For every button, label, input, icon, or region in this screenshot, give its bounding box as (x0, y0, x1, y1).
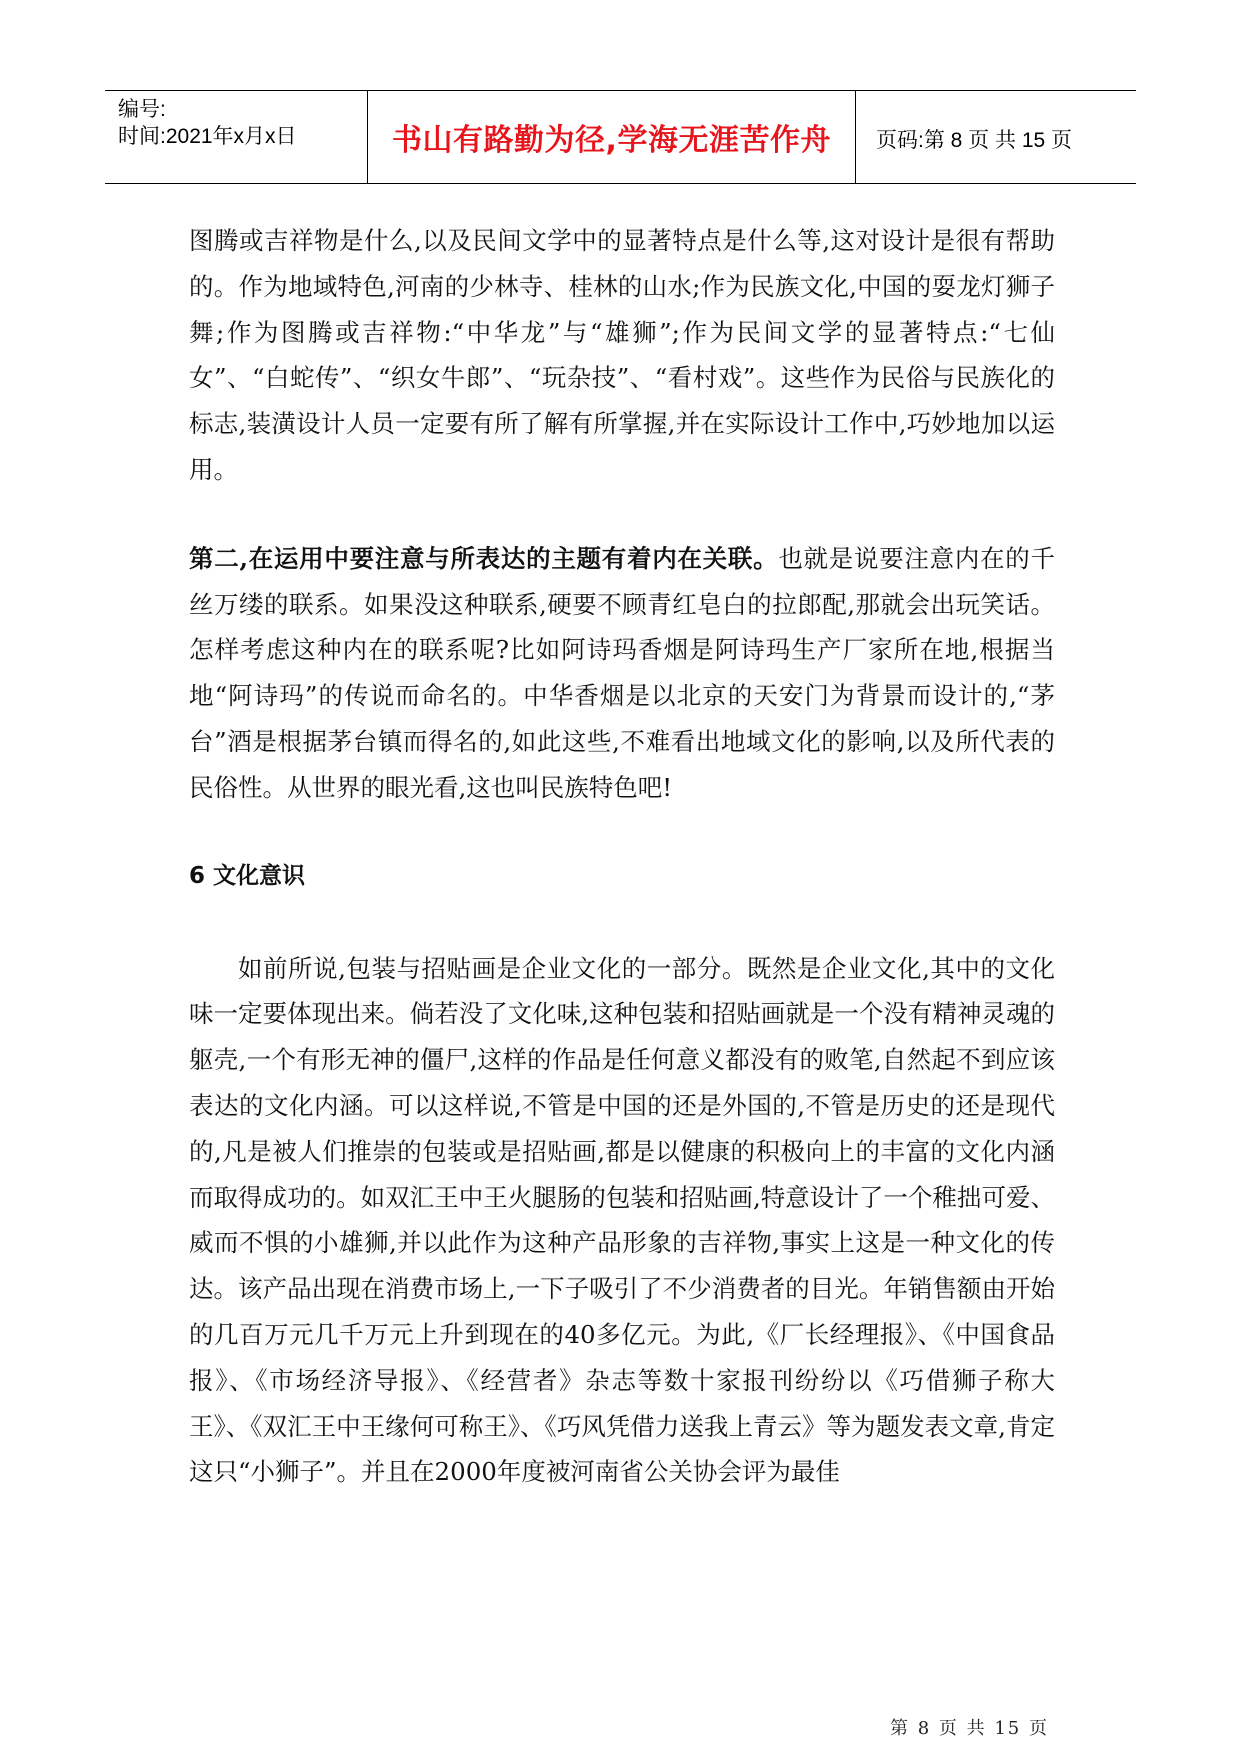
header-motto-cell (367, 91, 856, 183)
document-number-label: 编号: (118, 98, 166, 121)
paragraph-3: 如前所说,包装与招贴画是企业文化的一部分。既然是企业文化,其中的文化味一定要体现出来。倘若没了文化味,这种包装和招贴画就是一个没有精神灵魂的躯壳,一个有形无神的僵尸,这样的作品是任何意义都没有的败笔,自然起不到应该表达的文化内涵。可以这样说,不管是中国的还是外国的,不管是历史的还是现代的,凡是被人们推崇的包装或是招贴画,都是以健康的积极向上的丰富的文化内涵而取得成功的。如双汇王中王火腿肠的包装和招贴画,特意设计了一个稚拙可爱、威而不惧的小雄狮,并以此作为这种产品形象的吉祥物,事实上这是一种文化的传达。该产品出现在消费市场上,一下子吸引了不少消费者的目光。年销售额由开始的几百万元几千万元上升到现在的40多亿元。为此,《厂长经理报》、《中国食品报》、《市场经济导报》、《经营者》杂志等数十家报刊纷纷以《巧借狮子称大王》、《双汇王中王缘何可称王》、《巧风凭借力送我上青云》等为题发表文章,肯定这只“小狮子”。并且在2000年度被河南省公关协会评为最佳 (189, 953, 1055, 1487)
paragraph-2-text: 也就是说要注意内在的千丝万缕的联系。如果没这种联系,硬要不顾青红皂白的拉郎配,那就会出玩笑话。怎样考虑这种内在的联系呢?比如阿诗玛香烟是阿诗玛生产厂家所在地,根据当地“阿诗玛”的传说而命名的。中华香烟是以北京的天安门为背景而设计的,“茅台”酒是根据茅台镇而得名的,如此这些,不难看出地域文化的影响,以及所代表的民俗性。从世界的眼光看,这也叫民族特色吧! (189, 543, 1056, 802)
document-time-label: 时间:2021年x月x日 (118, 125, 297, 148)
paragraph-1: 图腾或吉祥物是什么,以及民间文学中的显著特点是什么等,这对设计是很有帮助的。作为地域特色,河南的少林寺、桂林的山水;作为民族文化,中国的耍龙灯狮子舞;作为图腾或吉祥物:“中华龙”与“雄狮”;作为民间文学的显著特点:“七仙女”、“白蛇传”、“织女牛郎”、“玩杂技”、“看村戏”。这些作为民俗与民族化的标志,装潢设计人员一定要有所了解有所掌握,并在实际设计工作中,巧妙地加以运用。 (189, 226, 1055, 484)
page-header (105, 90, 1136, 184)
paragraph-2 (189, 536, 1055, 811)
header-page-code: 页码:第 8 页 共 15 页 (876, 129, 1073, 152)
header-page-cell (856, 91, 1136, 183)
page-footer: 第 8 页 共 15 页 (890, 1718, 1049, 1739)
document-body (189, 218, 1055, 1495)
header-info-cell (105, 91, 367, 183)
section-heading: 6 文化意识 (189, 862, 306, 889)
header-motto: 书山有路勤为径,学海无涯苦作舟 (392, 123, 831, 158)
paragraph-2-lead: 第二,在运用中要注意与所表达的主题有着内在关联。 (189, 543, 779, 573)
